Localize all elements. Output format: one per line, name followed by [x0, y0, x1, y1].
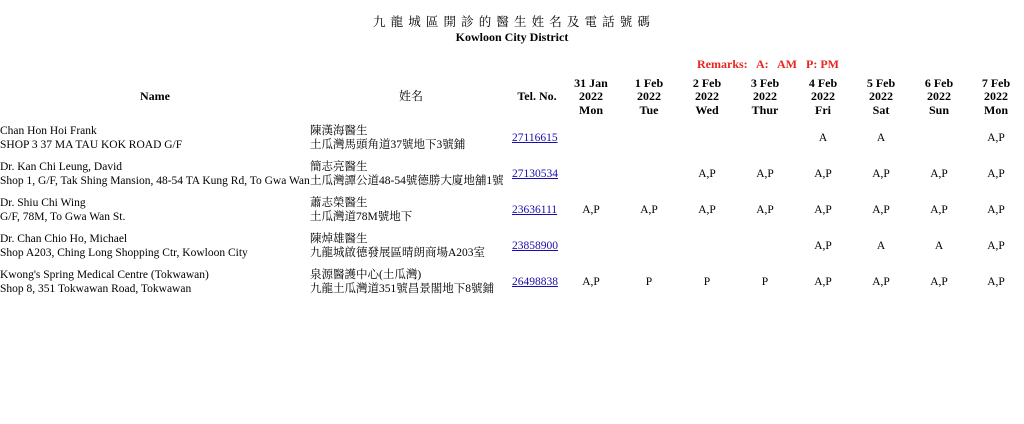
schedule-cell: A,P [814, 240, 832, 252]
schedule-cell [620, 228, 678, 264]
doctor-chinese-address: 九龍土瓜灣道351號昌景閣地下8號鋪 [310, 283, 494, 295]
schedule-cell: P [761, 276, 769, 288]
schedule-cell [562, 156, 620, 192]
doctor-address: Shop A203, Ching Long Shopping Ctr, Kowloon City [0, 247, 248, 259]
doctor-chinese-cell [310, 192, 512, 228]
table-row [0, 228, 1024, 264]
schedule-cell [620, 156, 678, 192]
doctor-chinese-cell [310, 264, 512, 300]
doctor-chinese-name: 簡志亮醫生 [310, 161, 368, 173]
schedule-cell [678, 228, 736, 264]
doctor-name-cell [0, 156, 310, 192]
doctor-chinese-name: 蕭志榮醫生 [310, 197, 368, 209]
doctor-address: Shop 8, 351 Tokwawan Road, Tokwawan [0, 283, 192, 295]
header-day: 4 Feb 2022 Fri [808, 75, 838, 117]
doctor-chinese-address: 九龍城啟德發展區晴朗商場A203室 [310, 247, 486, 259]
doctor-schedule-table [0, 74, 1024, 300]
tel-cell [512, 192, 562, 228]
doctor-name-cell [0, 120, 310, 156]
schedule-cell: A [818, 132, 828, 144]
schedule-cell: A [934, 240, 944, 252]
page-header [0, 0, 1024, 44]
remarks-pm: P: PM [806, 57, 839, 71]
header-day: 31 Jan 2022 Mon [574, 75, 608, 117]
schedule-cell: A,P [698, 168, 716, 180]
doctor-name-cell [0, 228, 310, 264]
table-row [0, 120, 1024, 156]
header-chinese-name: 姓名 [398, 89, 423, 104]
doctor-name: Dr. Shiu Chi Wing [0, 197, 86, 209]
doctor-chinese-name: 陳焯雄醫生 [310, 233, 368, 245]
schedule-cell [678, 120, 736, 156]
tel-link[interactable]: 23858900 [512, 240, 558, 252]
schedule-cell [562, 120, 620, 156]
header-day: 6 Feb 2022 Sun [924, 75, 954, 117]
doctor-chinese-address: 土瓜灣道78M號地下 [310, 211, 413, 223]
schedule-cell: A,P [640, 204, 658, 216]
tel-link[interactable]: 26498838 [512, 276, 558, 288]
header-day: 2 Feb 2022 Wed [692, 75, 722, 117]
tel-link[interactable]: 23636111 [512, 204, 558, 216]
schedule-cell [620, 120, 678, 156]
schedule-cell: P [645, 276, 653, 288]
header-tel: Tel. No. [517, 89, 557, 104]
header-day: 5 Feb 2022 Sat [866, 75, 896, 117]
schedule-cell: A,P [872, 276, 890, 288]
table-row [0, 156, 1024, 192]
doctor-chinese-address: 土瓜灣譚公道48-54號德勝大廈地舖1號 [310, 175, 504, 187]
schedule-cell [562, 228, 620, 264]
page-title-chinese: 九 龍 城 區 開 診 的 醫 生 姓 名 及 電 話 號 碼 [373, 15, 651, 29]
schedule-cell [736, 228, 794, 264]
schedule-cell: A,P [930, 204, 948, 216]
tel-cell [512, 264, 562, 300]
doctor-chinese-name: 陳漢海醫生 [310, 125, 368, 137]
schedule-cell: A [876, 240, 886, 252]
schedule-cell: A,P [987, 204, 1005, 216]
schedule-cell: A,P [872, 168, 890, 180]
schedule-cell: A,P [987, 276, 1005, 288]
schedule-cell: P [703, 276, 711, 288]
schedule-cell: A,P [930, 276, 948, 288]
schedule-cell [910, 120, 968, 156]
schedule-cell: A,P [756, 168, 774, 180]
doctor-name-cell [0, 264, 310, 300]
doctor-name: Dr. Kan Chi Leung, David [0, 161, 123, 173]
schedule-cell: A,P [582, 204, 600, 216]
schedule-cell: A,P [698, 204, 716, 216]
doctor-name: Kwong's Spring Medical Centre (Tokwawan) [0, 269, 209, 281]
schedule-cell: A [876, 132, 886, 144]
doctor-address: SHOP 3 37 MA TAU KOK ROAD G/F [0, 139, 183, 151]
tel-link[interactable]: 27116615 [512, 132, 558, 144]
doctor-chinese-address: 土瓜灣馬頭角道37號地下3號鋪 [310, 139, 466, 151]
header-name: Name [140, 89, 170, 104]
schedule-cell: A,P [582, 276, 600, 288]
table-header-row [0, 74, 1024, 120]
schedule-cell [736, 120, 794, 156]
doctor-address: G/F, 78M, To Gwa Wan St. [0, 211, 126, 223]
schedule-cell: A,P [987, 132, 1005, 144]
doctor-chinese-cell [310, 156, 512, 192]
header-day: 3 Feb 2022 Thur [750, 75, 780, 117]
doctor-name-cell [0, 192, 310, 228]
header-day: 7 Feb 2022 Mon [981, 75, 1011, 117]
schedule-cell: A,P [872, 204, 890, 216]
remarks-am: A: AM [756, 57, 797, 71]
doctor-name: Chan Hon Hoi Frank [0, 125, 97, 137]
schedule-cell: A,P [814, 276, 832, 288]
schedule-cell: A,P [814, 204, 832, 216]
doctor-chinese-cell [310, 228, 512, 264]
remarks-label: Remarks: [697, 57, 748, 71]
header-day: 1 Feb 2022 Tue [634, 75, 664, 117]
schedule-cell: A,P [814, 168, 832, 180]
doctor-chinese-cell [310, 120, 512, 156]
doctor-name: Dr. Chan Chio Ho, Michael [0, 233, 128, 245]
table-row [0, 264, 1024, 300]
schedule-cell: A,P [987, 240, 1005, 252]
tel-link[interactable]: 27130534 [512, 168, 558, 180]
tel-cell [512, 156, 562, 192]
tel-cell [512, 120, 562, 156]
doctor-chinese-name: 泉源醫護中心(土瓜灣) [310, 269, 422, 281]
schedule-cell: A,P [756, 204, 774, 216]
remarks-legend [697, 57, 839, 72]
schedule-cell: A,P [930, 168, 948, 180]
tel-cell [512, 228, 562, 264]
table-row [0, 192, 1024, 228]
schedule-cell: A,P [987, 168, 1005, 180]
page-title-english: Kowloon City District [455, 30, 569, 44]
doctor-address: Shop 1, G/F, Tak Shing Mansion, 48-54 TA Kung Rd, To Gwa Wan [0, 175, 310, 187]
